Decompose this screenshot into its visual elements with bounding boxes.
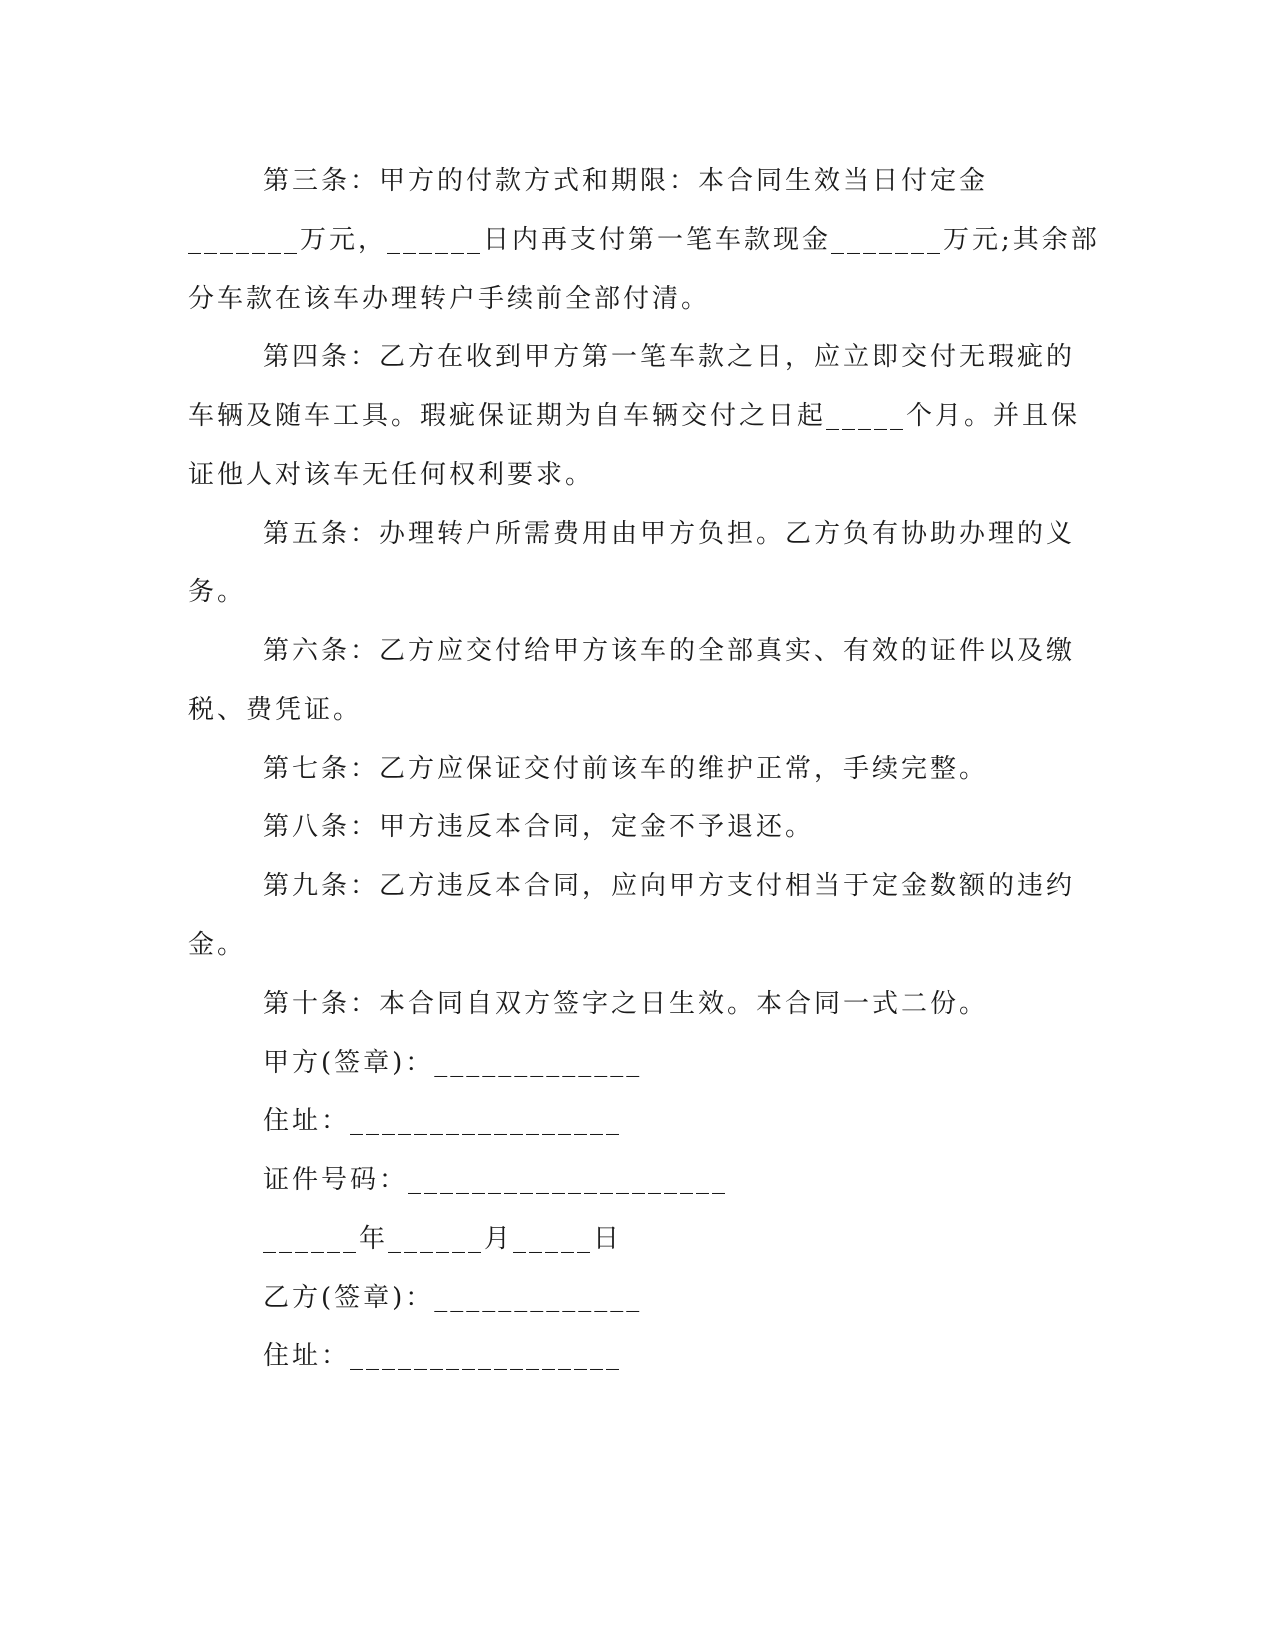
clause-3-line-1: 第三条：甲方的付款方式和期限：本合同生效当日付定金 (263, 166, 989, 196)
clause-4-line-1: 第四条：乙方在收到甲方第一笔车款之日，应立即交付无瑕疵的 (263, 342, 1076, 372)
clause-7: 第七条：乙方应保证交付前该车的维护正常，手续完整。 (263, 754, 989, 784)
clause-6-line-2: 税、费凭证。 (188, 695, 363, 725)
party-a-address: 住址：_________________ (263, 1106, 623, 1136)
clause-8: 第八条：甲方违反本合同，定金不予退还。 (263, 812, 815, 842)
clause-4-line-2: 车辆及随车工具。瑕疵保证期为自车辆交付之日起_____个月。并且保 (188, 401, 1081, 431)
clause-3-line-2: _______万元，______日内再支付第一笔车款现金_______万元;其余部 (188, 225, 1100, 255)
party-a-signature: 甲方(签章)：_____________ (263, 1048, 643, 1078)
clause-9-line-1: 第九条：乙方违反本合同，应向甲方支付相当于定金数额的违约 (263, 871, 1076, 901)
party-a-id-number: 证件号码：____________________ (263, 1165, 729, 1195)
clause-3-line-3: 分车款在该车办理转户手续前全部付清。 (188, 284, 711, 314)
clause-6-line-1: 第六条：乙方应交付给甲方该车的全部真实、有效的证件以及缴 (263, 636, 1076, 666)
clause-10: 第十条：本合同自双方签字之日生效。本合同一式二份。 (263, 989, 989, 1019)
party-a-date: ______年______月_____日 (263, 1224, 623, 1254)
clause-9-line-2: 金。 (188, 930, 247, 960)
party-b-address: 住址：_________________ (263, 1341, 623, 1371)
clause-5-line-2: 务。 (188, 577, 247, 607)
clause-4-line-3: 证他人对该车无任何权利要求。 (188, 460, 595, 490)
party-b-signature: 乙方(签章)：_____________ (263, 1283, 643, 1313)
clause-5-line-1: 第五条：办理转户所需费用由甲方负担。乙方负有协助办理的义 (263, 519, 1076, 549)
